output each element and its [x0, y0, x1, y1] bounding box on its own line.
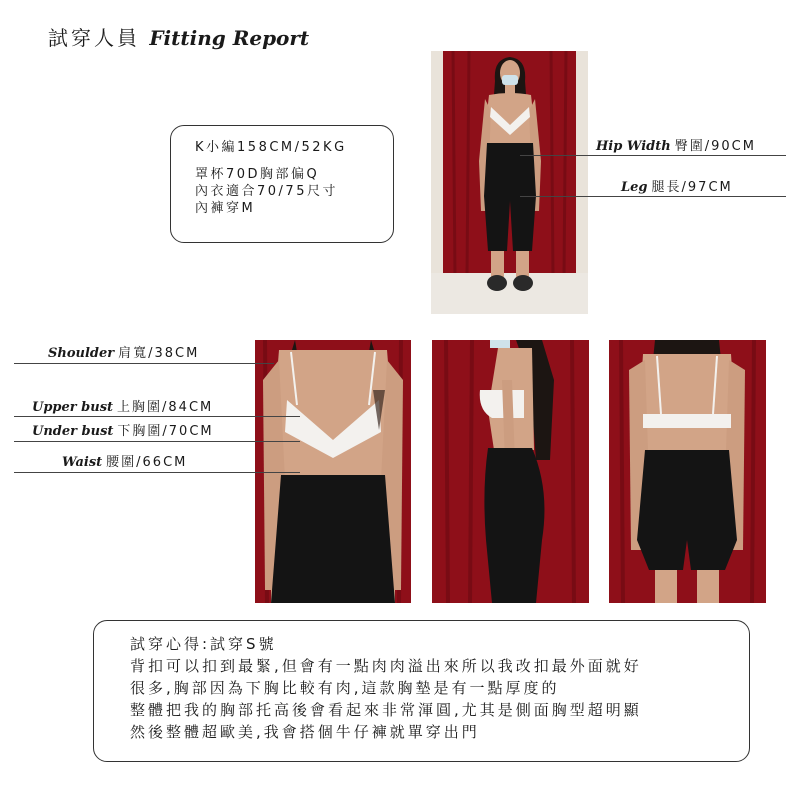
- shoulder-line: [14, 363, 274, 364]
- under-bust-label: Under bust 下胸圍/70CM: [32, 424, 214, 439]
- waist-label: Waist 腰圍/66CM: [62, 455, 188, 470]
- upper-bust-line: [14, 416, 300, 417]
- leg-length-label: Leg 腿長/97CM: [621, 180, 733, 195]
- notes-line-4: 然後整體超歐美,我會搭個牛仔褲就單穿出門: [130, 723, 480, 741]
- title-english: Fitting Report: [149, 26, 310, 50]
- fitting-notes-box: [93, 620, 750, 762]
- side-view-photo: [432, 340, 589, 603]
- under-bust-line: [14, 441, 300, 442]
- notes-heading: 試穿心得:試穿S號: [130, 635, 277, 653]
- waist-line: [14, 472, 300, 473]
- model-cup-size: 罩杯70D胸部偏Q: [195, 167, 320, 182]
- model-panty-size: 內褲穿M: [195, 201, 256, 216]
- model-info-box: [170, 125, 394, 243]
- notes-line-2: 很多,胸部因為下胸比較有肉,這款胸墊是有一點厚度的: [130, 679, 560, 697]
- page-title: [48, 22, 309, 51]
- hip-width-label: Hip Width 臀圍/90CM: [596, 139, 756, 154]
- full-body-photo: [431, 51, 588, 314]
- notes-line-1: 背扣可以扣到最緊,但會有一點肉肉溢出來所以我改扣最外面就好: [130, 657, 642, 675]
- hip-width-line: [520, 155, 786, 156]
- title-chinese: 試穿人員: [48, 26, 140, 50]
- notes-line-3: 整體把我的胸部托高後會看起來非常渾圓,尤其是側面胸型超明顯: [130, 701, 642, 719]
- upper-bust-label: Upper bust 上胸圍/84CM: [32, 400, 214, 415]
- model-bra-size: 內衣適合70/75尺寸: [195, 184, 338, 199]
- shoulder-label: Shoulder 肩寬/38CM: [48, 346, 200, 361]
- leg-length-line: [520, 196, 786, 197]
- model-height-weight: K小編158CM/52KG: [195, 140, 347, 155]
- back-view-photo: [609, 340, 766, 603]
